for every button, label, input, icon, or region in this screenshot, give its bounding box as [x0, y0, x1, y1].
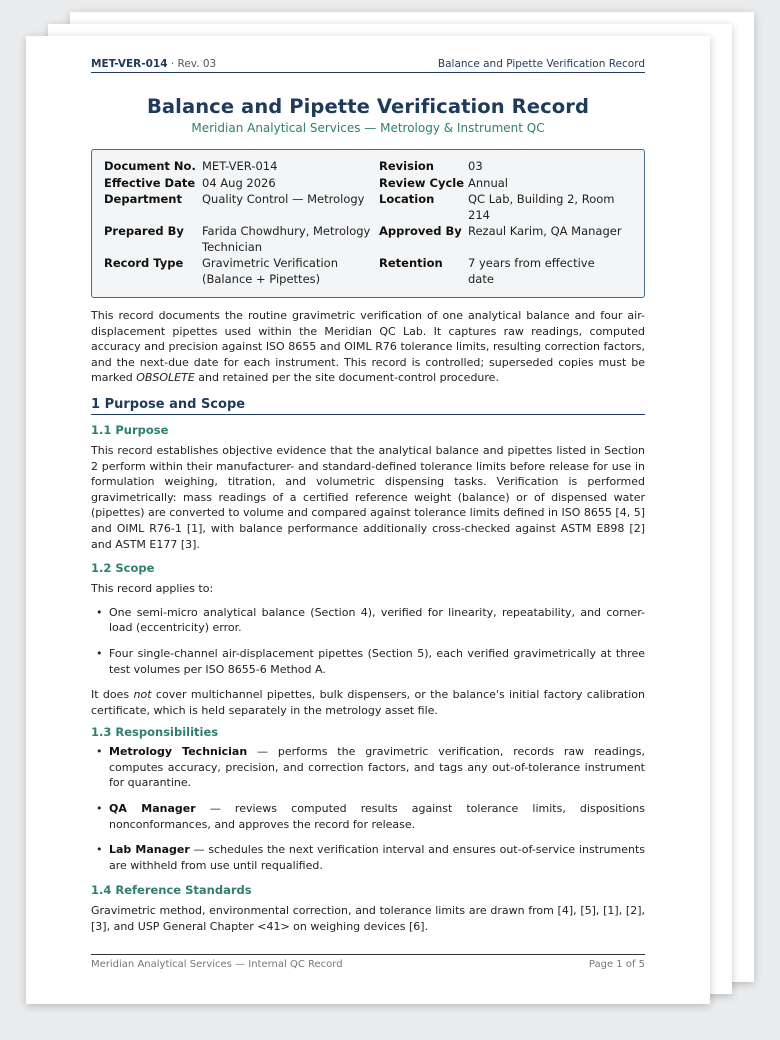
meta-key: Effective Date: [104, 175, 196, 190]
footer-left: Meridian Analytical Services — Internal QC Record: [91, 959, 343, 970]
document-title: Balance and Pipette Verification Record: [146, 95, 590, 118]
running-header: [91, 58, 645, 73]
document-subtitle: Meridian Analytical Services — Metrology & Instrument QC: [191, 121, 545, 135]
intro-paragraph: This record documents the routine gravimetric verification of one analytical balance and four air-displacement pipettes used within the Meridian QC Lab. It captures raw readings, computed accuracy and precision against ISO 8655 and OIML R76 tolerance limits, resulting correction factors, and the next-due date for each instrument. This record is controlled; superseded copies must be marked OBSOLETE and retained per the site document-control procedure.: [91, 309, 645, 385]
meta-value: QC Lab, Building 2, Room 214: [468, 192, 615, 222]
purpose-paragraph: This record establishes objective evidence that the analytical balance and pipettes listed in Section 2 perform within their manufacturer- and standard-defined tolerance limits before release for use in formulation weighing, titration, and volumetric dispensing tasks. Verification is performed gravimetrically: mass readings of a certified reference weight (balance) or of dispensed water (pipettes) are converted to volume and compared against tolerance limits defined in ISO 8655 [4, 5] and OIML R76-1 [1], with balance performance additionally cross-checked against ASTM E898 [2] and ASTM E177 [3].: [91, 443, 645, 551]
subsection-heading-responsibilities: 1.3 Responsibilities: [91, 725, 219, 740]
list-item: • Metrology Technician — performs the gravimetric verification, records raw readings, computes accuracy, precision, and correction factors, and tags any out-of-tolerance instrument for quarantine.: [96, 745, 645, 790]
meta-value: 04 Aug 2026: [202, 175, 276, 190]
list-item: • QA Manager — reviews computed results against tolerance limits, dispositions nonconformances, and approves the record for release.: [96, 802, 645, 831]
meta-key: Document No.: [104, 159, 196, 173]
meta-value: Rezaul Karim, QA Manager: [468, 224, 622, 238]
meta-key: Retention: [379, 256, 443, 270]
meta-value: 03: [468, 159, 483, 173]
responsibilities-list: [91, 744, 645, 873]
reference-standards-paragraph: Gravimetric method, environmental correction, and tolerance limits are drawn from [4], [5], [1], [2], [3], and USP General Chapter <41> on weighing devices [6].: [91, 904, 645, 934]
subsection-heading-reference-standards: 1.4 Reference Standards: [91, 883, 252, 898]
meta-value: Quality Control — Metrology: [202, 192, 365, 206]
meta-value: Farida Chowdhury, Metrology Technician: [202, 224, 371, 254]
document-metadata-box: [91, 149, 645, 298]
scope-exclusion-paragraph: It does not cover multichannel pipettes, bulk dispensers, or the balance's initial factory calibration certificate, which is held separately in the metrology asset file.: [91, 688, 646, 717]
meta-key: Record Type: [104, 256, 184, 270]
meta-key: Revision: [379, 159, 434, 173]
list-item: • Lab Manager — schedules the next verification interval and ensures out-of-service instruments are withheld from use until requalified.: [96, 843, 645, 872]
document-page: [26, 36, 710, 1004]
subsection-heading-scope: 1.2 Scope: [91, 561, 155, 576]
meta-value: MET-VER-014: [202, 159, 278, 173]
meta-value: Gravimetric Verification (Balance + Pipettes): [202, 256, 338, 286]
meta-value: Annual: [468, 175, 508, 190]
page-footer: [91, 954, 645, 970]
page-number: Page 1 of 5: [588, 959, 645, 970]
header-doc-id: MET-VER-014 · Rev. 03: [91, 58, 217, 70]
meta-key: Location: [379, 192, 435, 206]
metadata-grid: [104, 159, 632, 287]
section-heading-1: 1 Purpose and Scope: [91, 397, 645, 415]
list-item: • Four single-channel air-displacement pipettes (Section 5), each verified gravimetrically at three test volumes per ISO 8655-6 Method A.: [96, 646, 645, 676]
meta-key: Department: [104, 192, 182, 206]
scope-list: [91, 605, 645, 677]
page-content: [91, 58, 645, 935]
meta-value: 7 years from effective date: [468, 256, 595, 286]
meta-key: Prepared By: [104, 224, 184, 238]
list-item: • One semi-micro analytical balance (Section 4), verified for linearity, repeatability, and corner-load (eccentricity) error.: [96, 605, 645, 635]
scope-lead: This record applies to:: [91, 582, 214, 596]
subsection-heading-purpose: 1.1 Purpose: [91, 422, 169, 437]
meta-key: Approved By: [379, 224, 462, 238]
header-running-title: Balance and Pipette Verification Record: [437, 58, 645, 70]
meta-key: Review Cycle: [379, 175, 465, 190]
